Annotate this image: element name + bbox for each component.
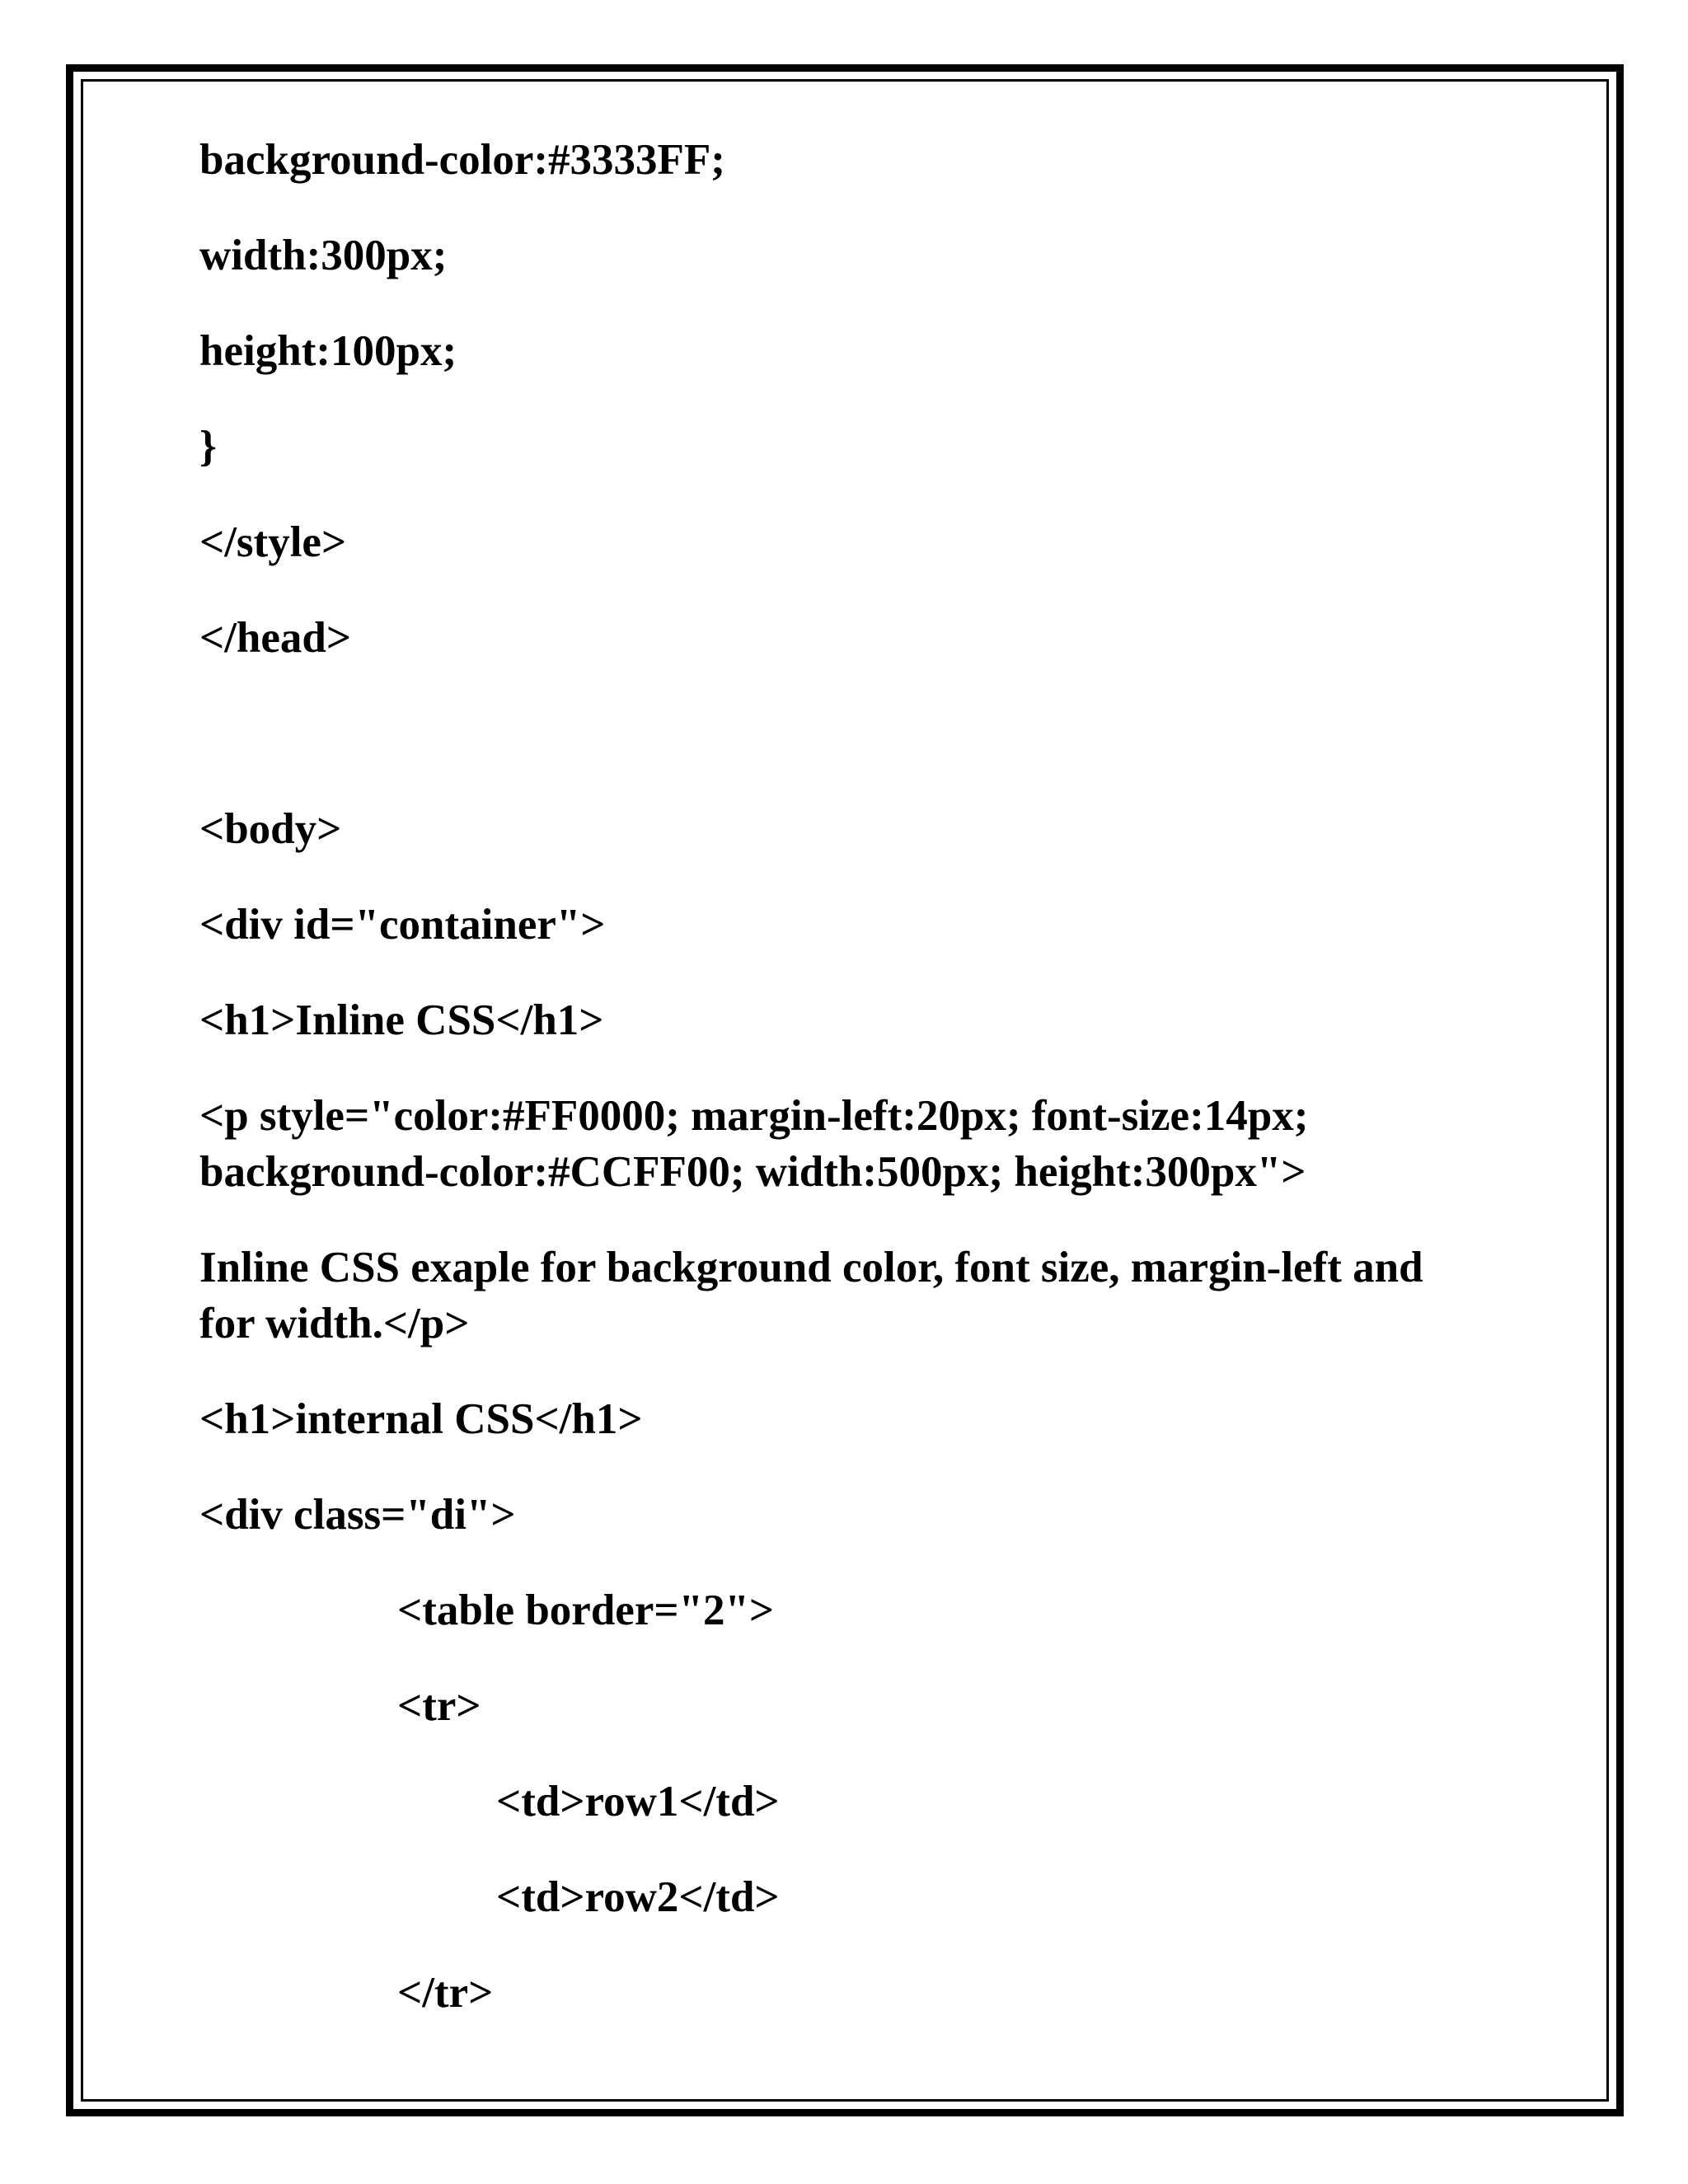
code-line-6: </head> — [199, 614, 352, 662]
code-line-17: <td>row2</td> — [496, 1873, 780, 1921]
code-line-14: <table border="2"> — [397, 1586, 775, 1634]
code-line-5: </style> — [199, 518, 347, 566]
code-line-3: height:100px; — [199, 327, 457, 375]
code-line-9: <h1>Inline CSS</h1> — [199, 996, 604, 1044]
code-line-7: <body> — [199, 805, 342, 853]
code-line-15: <tr> — [397, 1682, 481, 1730]
code-line-13: <div class="di"> — [199, 1491, 516, 1539]
code-line-2: width:300px; — [199, 232, 448, 279]
code-line-1: background-color:#3333FF; — [199, 136, 725, 184]
code-line-8: <div id="container"> — [199, 901, 606, 949]
code-line-18: </tr> — [397, 1969, 494, 2017]
code-line-11: Inline CSS exaple for background color, font size, margin-left and for width.</p> — [199, 1244, 1423, 1347]
code-line-4: } — [199, 423, 217, 471]
code-line-16: <td>row1</td> — [496, 1778, 780, 1825]
code-line-12: <h1>internal CSS</h1> — [199, 1395, 643, 1443]
code-listing — [199, 132, 1518, 2021]
code-line-10: <p style="color:#FF0000; margin-left:20px; font-size:14px; background-color:#CCFF00; width:500px; height:300px"> — [199, 1092, 1309, 1196]
